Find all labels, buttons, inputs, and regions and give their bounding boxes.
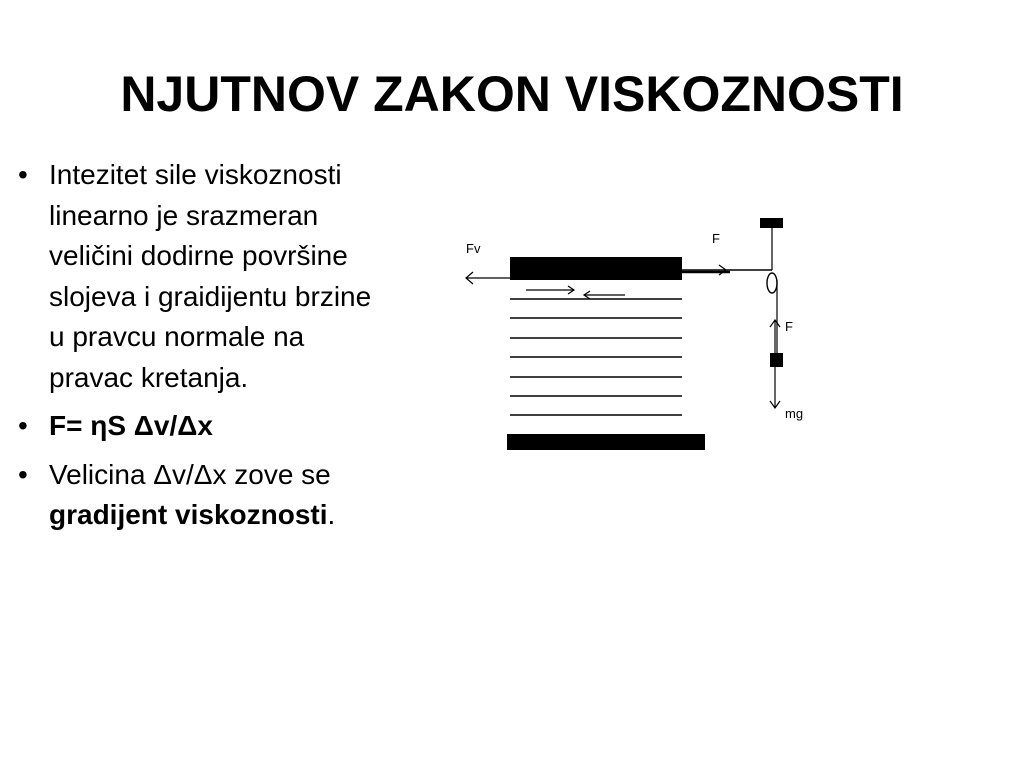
slide-title: NJUTNOV ZAKON VISKOZNOSTI (120, 65, 904, 122)
viscosity-diagram (440, 200, 820, 470)
pulley-mount (760, 218, 783, 228)
gradient-text-before: Velicina Δv/Δx zove se (49, 458, 331, 490)
bullet-list (10, 155, 380, 544)
bullet-marker: • (18, 458, 28, 490)
layer-arrows (526, 286, 625, 299)
pull-force-label-side: F (785, 319, 793, 334)
bullet-marker: • (18, 159, 28, 190)
pulley (767, 273, 777, 293)
fluid-layers (510, 299, 682, 415)
bullet-formula (10, 406, 380, 447)
bullet-gradient (10, 455, 380, 536)
viscous-force-label: Fv (466, 241, 481, 256)
gradient-text-after: . (327, 499, 336, 530)
formula-text: F= ηS Δv/Δx (49, 410, 213, 441)
bottom-plate (507, 434, 705, 450)
side-force-arrow (770, 320, 780, 355)
pull-string (682, 265, 772, 275)
top-plate (510, 257, 682, 280)
hanging-mass (770, 353, 783, 367)
viscous-force-arrow (466, 272, 510, 284)
bullet-marker: • (18, 410, 28, 441)
bullet-definition (10, 155, 380, 398)
bullet-definition-text: Intezitet sile viskoznosti linearno je srazmeran veličini dodirne površine slojeva i graidijentu brzine u pravcu normale na pravac kretanja. (49, 159, 372, 393)
weight-label: mg (785, 406, 804, 421)
weight-arrow (770, 367, 780, 408)
gradient-term: gradijent viskoznosti (49, 499, 328, 530)
pull-force-label-top: F (712, 231, 720, 246)
